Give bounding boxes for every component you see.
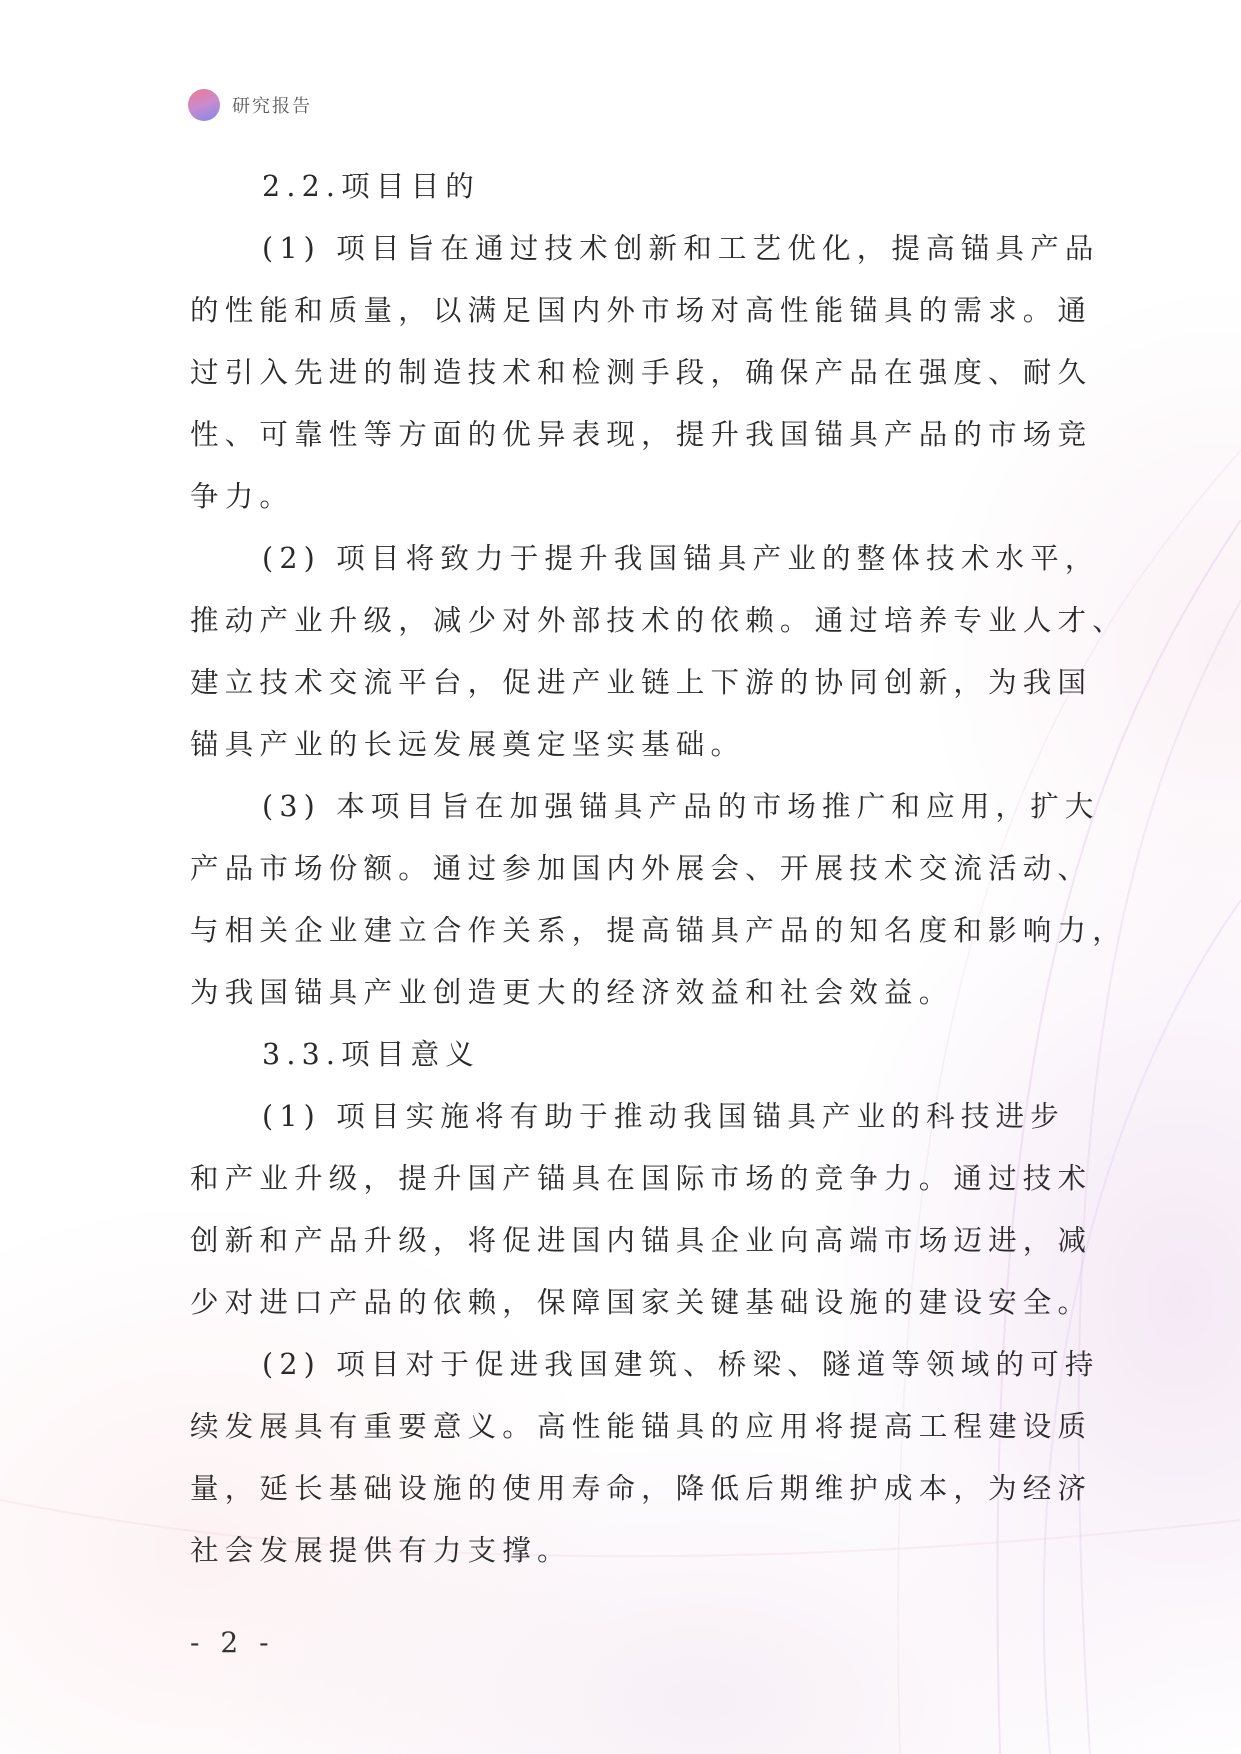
paragraph-line: 量，延长基础设施的使用寿命，降低后期维护成本，为经济 bbox=[190, 1472, 1093, 1505]
section-heading: 3.3.项目意义 bbox=[262, 1038, 480, 1071]
paragraph-line: 争力。 bbox=[190, 480, 295, 513]
page-number: - 2 - bbox=[190, 1626, 275, 1659]
paragraph-line: 推动产业升级，减少对外部技术的依赖。通过培养专业人才、 bbox=[190, 604, 1127, 637]
paragraph-line: 续发展具有重要意义。高性能锚具的应用将提高工程建设质 bbox=[190, 1410, 1093, 1443]
paragraph-line: 与相关企业建立合作关系，提高锚具产品的知名度和影响力， bbox=[190, 914, 1127, 947]
paragraph-line: (3) 本项目旨在加强锚具产品的市场推广和应用，扩大 bbox=[262, 790, 1100, 823]
paragraph-line: 和产业升级，提升国产锚具在国际市场的竞争力。通过技术 bbox=[190, 1162, 1093, 1195]
paragraph-line: 社会发展提供有力支撑。 bbox=[190, 1534, 572, 1567]
report-header bbox=[188, 88, 312, 122]
paragraph-line: (2) 项目对于促进我国建筑、桥梁、隧道等领域的可持 bbox=[262, 1348, 1100, 1381]
paragraph-line: (1) 项目实施将有助于推动我国锚具产业的科技进步 bbox=[262, 1100, 1065, 1133]
paragraph-line: 少对进口产品的依赖，保障国家关键基础设施的建设安全。 bbox=[190, 1286, 1093, 1319]
paragraph-line: 建立技术交流平台，促进产业链上下游的协同创新，为我国 bbox=[190, 666, 1093, 699]
header-title: 研究报告 bbox=[232, 96, 312, 117]
paragraph-line: 创新和产品升级，将促进国内锚具企业向高端市场迈进，减 bbox=[190, 1224, 1093, 1257]
section-heading: 2.2.项目目的 bbox=[262, 170, 480, 203]
paragraph-line: 锚具产业的长远发展奠定坚实基础。 bbox=[190, 728, 746, 761]
logo-circle-icon bbox=[188, 89, 220, 121]
paragraph-line: 产品市场份额。通过参加国内外展会、开展技术交流活动、 bbox=[190, 852, 1093, 885]
paragraph-line: 过引入先进的制造技术和检测手段，确保产品在强度、耐久 bbox=[190, 356, 1093, 389]
paragraph-line: 为我国锚具产业创造更大的经济效益和社会效益。 bbox=[190, 976, 954, 1009]
document-body bbox=[190, 156, 1127, 1582]
paragraph-line: 性、可靠性等方面的优异表现，提升我国锚具产品的市场竞 bbox=[190, 418, 1093, 451]
paragraph-line: (1) 项目旨在通过技术创新和工艺优化，提高锚具产品 bbox=[262, 232, 1100, 265]
paragraph-line: 的性能和质量，以满足国内外市场对高性能锚具的需求。通 bbox=[190, 294, 1093, 327]
paragraph-line: (2) 项目将致力于提升我国锚具产业的整体技术水平， bbox=[262, 542, 1100, 575]
